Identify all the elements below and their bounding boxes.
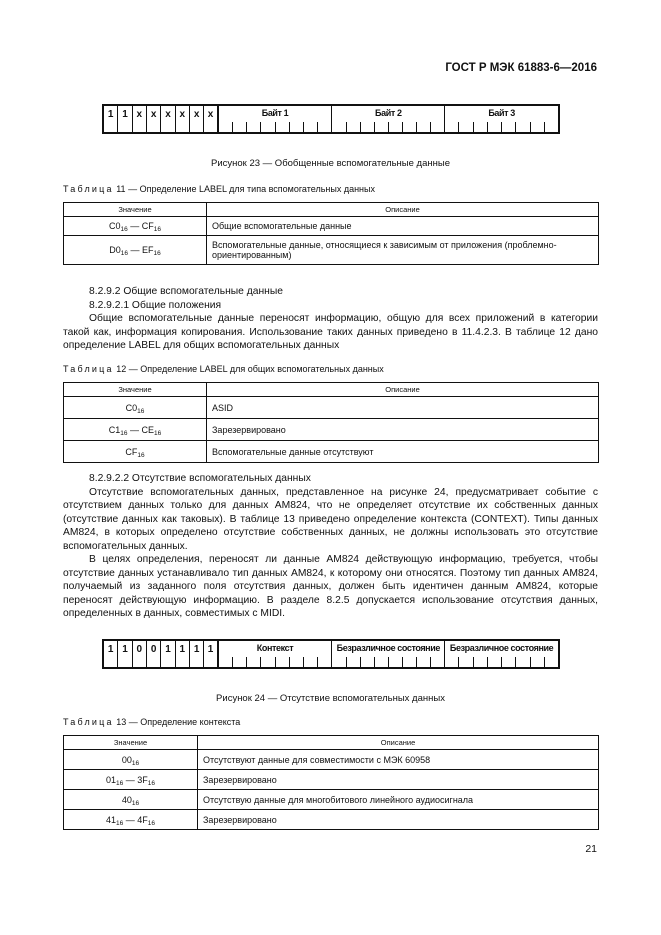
radix-subscript: 16	[147, 819, 155, 827]
bit-cell: 1	[104, 641, 118, 667]
bit-tick	[303, 657, 304, 667]
bit-tick	[416, 657, 417, 667]
value-cell	[64, 810, 198, 830]
value-to: 3F	[137, 774, 148, 785]
bit-tick	[487, 122, 488, 132]
bit-ticks	[332, 657, 444, 667]
table-12	[63, 382, 599, 463]
bit-tick	[260, 657, 261, 667]
table-row	[64, 750, 599, 770]
table-12-caption	[63, 364, 384, 374]
byte-field	[332, 641, 445, 667]
bit-tick	[388, 657, 389, 667]
column-header-value: Значение	[64, 383, 207, 397]
radix-subscript: 16	[120, 250, 128, 257]
radix-subscript: 16	[131, 799, 140, 807]
bit-tick	[544, 122, 545, 132]
table-row	[64, 397, 599, 419]
table-label: Таблица	[63, 184, 114, 194]
bit-tick	[430, 122, 431, 132]
bit-tick	[458, 657, 459, 667]
bit-cell: x	[133, 106, 147, 132]
description-cell: ASID	[207, 397, 599, 419]
description-cell: Вспомогательные данные отсутствуют	[207, 441, 599, 463]
column-header-value: Значение	[64, 736, 198, 750]
byte-label: Байт 3	[488, 108, 515, 118]
bit-cell: x	[176, 106, 190, 132]
bit-cell: 1	[104, 106, 118, 132]
value-cell	[64, 790, 198, 810]
table-row	[64, 810, 599, 830]
bit-cell: 0	[147, 641, 161, 667]
bit-ticks	[445, 657, 558, 667]
section-heading: 8.2.9.2.2 Отсутствие вспомогательных данных	[89, 473, 311, 484]
value-cell	[64, 441, 207, 463]
table-title: — Определение контекста	[128, 717, 241, 727]
value-from: C0	[109, 221, 121, 231]
bit-tick	[232, 122, 233, 132]
table-13-caption	[63, 717, 240, 727]
table-title: — Определение LABEL для общих вспомогательных данных	[128, 364, 384, 374]
paragraph: Общие вспомогательные данные переносят информацию, общую для всех приложений в категории такой как, информация копирования. Использование таких данных приведено в 11.4.2.3. В таблице 12 дано определение LABEL для общих вспомогательных данных	[63, 313, 598, 351]
table-row	[64, 217, 599, 236]
column-header-description: Описание	[207, 203, 599, 217]
figure-23-bitfield	[102, 104, 560, 134]
bit-tick	[402, 657, 403, 667]
bit-tick	[275, 122, 276, 132]
section-8-2-9-2	[63, 285, 598, 353]
bit-tick	[346, 657, 347, 667]
range-separator: —	[127, 245, 142, 255]
byte-field	[445, 641, 558, 667]
radix-subscript: 16	[153, 226, 161, 233]
bit-tick	[317, 122, 318, 132]
bit-tick	[530, 122, 531, 132]
table-label: Таблица	[63, 717, 114, 727]
byte-label: Байт 1	[261, 108, 289, 118]
bit-tick	[458, 122, 459, 132]
radix-subscript: 16	[120, 429, 128, 437]
bit-tick	[232, 657, 233, 667]
subsection-heading: 8.2.9.2.1 Общие положения	[89, 299, 222, 311]
bit-tick	[530, 657, 531, 667]
bit-tick	[515, 657, 516, 667]
bit-cell: 1	[118, 106, 132, 132]
table-label: Таблица	[63, 364, 114, 374]
value-to: 4F	[137, 814, 148, 825]
table-row	[64, 790, 599, 810]
byte-label: Байт 2	[375, 108, 402, 118]
value-from: C0	[125, 402, 138, 413]
table-number: 13	[116, 717, 127, 727]
table-13	[63, 735, 599, 830]
bit-tick	[501, 122, 502, 132]
value-cell	[64, 750, 198, 770]
description-cell: Зарезервировано	[207, 419, 599, 441]
bit-tick	[374, 122, 375, 132]
bit-cell: 1	[118, 641, 132, 667]
value-cell	[64, 770, 198, 790]
bit-tick	[260, 122, 261, 132]
bit-tick	[473, 657, 474, 667]
value-cell	[64, 217, 207, 236]
bit-cell: x	[204, 106, 218, 132]
standard-header: ГОСТ Р МЭК 61883-6—2016	[445, 62, 597, 74]
description-cell: Зарезервировано	[198, 810, 599, 830]
byte-field	[332, 106, 445, 132]
figure-24-bitfield	[102, 639, 560, 669]
bit-tick	[374, 657, 375, 667]
byte-label: Безразличное состояние	[449, 643, 554, 653]
range-separator: —	[123, 774, 138, 785]
bit-tick	[544, 657, 545, 667]
value-from: CF	[125, 446, 138, 457]
radix-subscript: 16	[116, 779, 124, 787]
radix-subscript: 16	[137, 407, 145, 415]
bit-cell: 0	[133, 641, 147, 667]
bit-ticks	[332, 122, 444, 132]
description-cell: Отсутствую данные для многобитового линейного аудиосигнала	[198, 790, 599, 810]
radix-subscript: 16	[154, 429, 162, 437]
value-cell	[64, 397, 207, 419]
value-from: 00	[121, 754, 132, 765]
bit-tick	[317, 657, 318, 667]
bit-tick	[275, 657, 276, 667]
byte-label: Контекст	[256, 643, 294, 653]
radix-subscript: 16	[137, 451, 145, 459]
value-cell	[64, 236, 207, 265]
bit-cell: 1	[204, 641, 218, 667]
table-number: 12	[116, 364, 127, 374]
bit-tick	[246, 122, 247, 132]
table-row	[64, 770, 599, 790]
radix-subscript: 16	[131, 759, 140, 767]
section-heading: 8.2.9.2 Общие вспомогательные данные	[89, 286, 283, 297]
description-cell: Зарезервировано	[198, 770, 599, 790]
table-row	[64, 236, 599, 265]
figure-23-caption: Рисунок 23 — Обобщенные вспомогательные данные	[210, 158, 450, 169]
value-to: CE	[141, 424, 155, 435]
bit-tick	[388, 122, 389, 132]
bit-tick	[515, 122, 516, 132]
bit-tick	[360, 122, 361, 132]
value-from: D0	[109, 245, 121, 255]
bit-cell: x	[147, 106, 161, 132]
bit-ticks	[219, 122, 332, 132]
column-header-description: Описание	[198, 736, 599, 750]
bit-tick	[289, 122, 290, 132]
bit-tick	[501, 657, 502, 667]
section-8-2-9-2-2	[63, 472, 598, 621]
page-number: 21	[585, 843, 597, 855]
bit-cell: x	[161, 106, 175, 132]
bit-tick	[289, 657, 290, 667]
bit-tick	[473, 122, 474, 132]
byte-field	[219, 106, 333, 132]
radix-subscript: 16	[116, 819, 124, 827]
table-title: — Определение LABEL для типа вспомогательных данных	[128, 184, 375, 194]
byte-field	[219, 641, 333, 667]
radix-subscript: 16	[147, 779, 155, 787]
column-header-description: Описание	[207, 383, 599, 397]
byte-label: Безразличное состояние	[336, 643, 440, 653]
bit-cell: 1	[161, 641, 175, 667]
radix-subscript: 16	[153, 250, 161, 257]
range-separator: —	[127, 221, 142, 231]
description-cell: Вспомогательные данные, относящиеся к зависимым от приложения (проблемно-ориентированным)	[207, 236, 599, 265]
paragraph: В целях определения, переносят ли данные АМ824 действующую информацию, требуется, чтобы отсутствие данных устанавливало тип данных АМ824, к которому они относятся. Поэтому тип данных АМ824, получаемый из заданного поля отсутствия данных, должен быть идентичен данным АМ824, которые переносят действующую информацию. В разделе 8.2.5 допускается использование отсутствия данных, определенных в данных, совместимых с MIDI.	[63, 554, 598, 619]
table-11	[63, 202, 599, 265]
bit-cell: 1	[176, 641, 190, 667]
table-11-caption	[63, 184, 375, 194]
value-from: 41	[105, 814, 116, 825]
bit-tick	[246, 657, 247, 667]
value-cell	[64, 419, 207, 441]
paragraph: Отсутствие вспомогательных данных, представленное на рисунке 24, предусматривает событие с отсутствием данных только для данных АМ824, что не определяет отсутствие их собственных данных (отсутствие данных как таковых). В таблице 13 приведено определение контекста (CONTEXT). Типы данных АМ824, в которых определено отсутствие собственных данных, не должны использовать это отсутствие вспомогательных данных.	[63, 486, 598, 552]
description-cell: Общие вспомогательные данные	[207, 217, 599, 236]
byte-field	[445, 106, 558, 132]
bit-ticks	[219, 657, 332, 667]
bit-ticks	[445, 122, 558, 132]
bit-tick	[416, 122, 417, 132]
range-separator: —	[123, 814, 138, 825]
range-separator: —	[127, 424, 142, 435]
column-header-value: Значение	[64, 203, 207, 217]
bit-cell: 1	[190, 641, 204, 667]
bit-tick	[346, 122, 347, 132]
bit-cell: x	[190, 106, 204, 132]
description-cell: Отсутствуют данные для совместимости с МЭК 60958	[198, 750, 599, 770]
bit-tick	[402, 122, 403, 132]
radix-subscript: 16	[120, 226, 128, 233]
value-from: C1	[108, 424, 121, 435]
table-row	[64, 441, 599, 463]
figure-24-caption: Рисунок 24 — Отсутствие вспомогательных данных	[216, 693, 445, 704]
bit-tick	[360, 657, 361, 667]
table-row	[64, 419, 599, 441]
bit-tick	[487, 657, 488, 667]
bit-tick	[303, 122, 304, 132]
value-from: 01	[105, 774, 116, 785]
table-number: 11	[116, 184, 126, 194]
value-to: CF	[141, 221, 154, 231]
bit-tick	[430, 657, 431, 667]
value-from: 40	[121, 794, 132, 805]
value-to: EF	[142, 245, 154, 255]
